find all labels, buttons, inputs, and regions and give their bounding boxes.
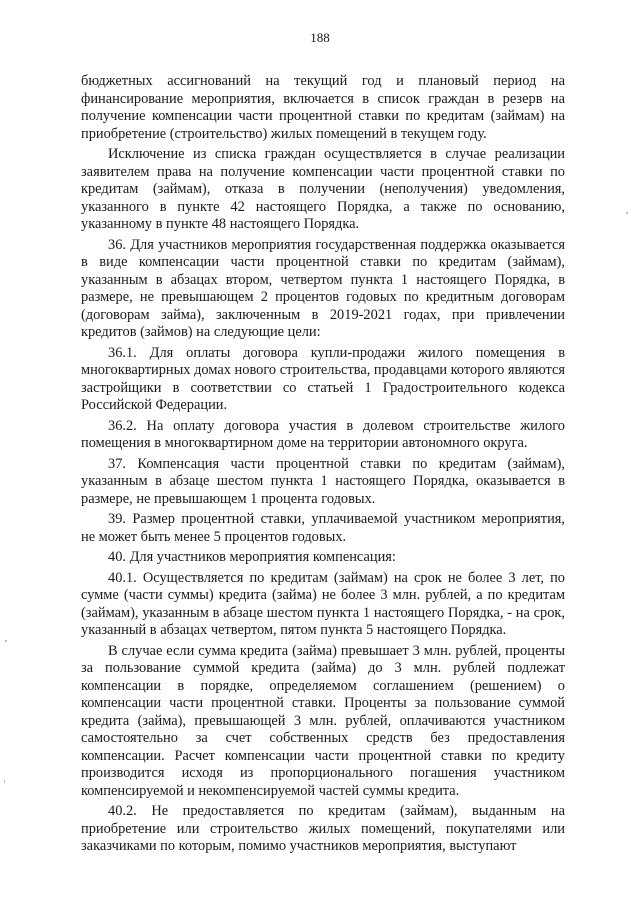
paragraph-continuation: бюджетных ассигнований на текущий год и плановый период на финансирование мероприятия, включается в список граждан в резерв на получение компенсации части процентной ставки по кредитам (займам) на приобретение (строительство) жилых помещений в текущем году.	[81, 73, 565, 142]
paragraph-loan-excess: В случае если сумма кредита (займа) превышает 3 млн. рублей, проценты за пользование суммой кредита (займа) до 3 млн. рублей подлежат компенсации в порядке, определяемом соглашением (решением) о компенсации части процентной ставки. Проценты за пользование суммой кредита (займа), превышающей 3 млн. рублей, оплачиваются участником самостоятельно за счет собственных средств без предоставления компенсации. Расчет компенсации части процентной ставки по кредиту производится исходя из пропорционального погашения участником компенсируемой и некомпенсируемой частей суммы кредита.	[81, 642, 565, 799]
paragraph-exclusion: Исключение из списка граждан осуществляется в случае реализации заявителем права на получение компенсации части процентной ставки по кредитам (займам), отказа в получении (неполучения) уведомления, указанного в пункте 42 настоящего Порядка, а также по основанию, указанному в пункте 48 настоящего Порядка.	[81, 146, 565, 232]
paragraph-item-39: 39. Размер процентной ставки, уплачиваемой участником мероприятия, не может быть менее 5 процентов годовых.	[81, 511, 565, 545]
paragraph-item-37: 37. Компенсация части процентной ставки по кредитам (займам), указанным в абзаце шестом пункта 1 настоящего Порядка, оказывается в размере, не превышающем 1 процента годовых.	[81, 455, 565, 507]
paragraph-item-36-2: 36.2. На оплату договора участия в долевом строительстве жилого помещения в многоквартирном доме на территории автономного округа.	[81, 417, 565, 451]
document-body	[81, 73, 565, 859]
scan-speck	[5, 640, 7, 642]
paragraph-item-40-1: 40.1. Осуществляется по кредитам (займам) на срок не более 3 лет, по сумме (части суммы) кредита (займа) не более 3 млн. рублей, а по кредитам (займам), указанным в абзаце шестом пункта 1 настоящего Порядка, - на срок, указанный в абзацах четвертом, пятом пункта 5 настоящего Порядка.	[81, 569, 565, 638]
scan-speck	[4, 780, 5, 783]
paragraph-item-40-2: 40.2. Не предоставляется по кредитам (займам), выданным на приобретение или строительство жилых помещений, покупателями или заказчиками по которым, помимо участников мероприятия, выступают	[81, 803, 565, 854]
page-number: 188	[310, 30, 330, 45]
scan-speck	[626, 212, 628, 214]
paragraph-item-40: 40. Для участников мероприятия компенсация:	[108, 549, 396, 565]
paragraph-item-36-1: 36.1. Для оплаты договора купли-продажи жилого помещения в многоквартирных домах нового строительства, продавцами которого являются застройщики в соответствии со статьей 1 Градостроительного кодекса Российской Федерации.	[81, 344, 565, 413]
paragraph-item-36: 36. Для участников мероприятия государственная поддержка оказывается в виде компенсации части процентной ставки по кредитам (займам), указанным в абзацах втором, четвертом пункта 1 настоящего Порядка, в размере, не превышающем 2 процентов годовых по кредитным договорам (договорам займа), заключенным в 2019-2021 годах, при привлечении кредитов (займов) на следующие цели:	[81, 236, 565, 340]
